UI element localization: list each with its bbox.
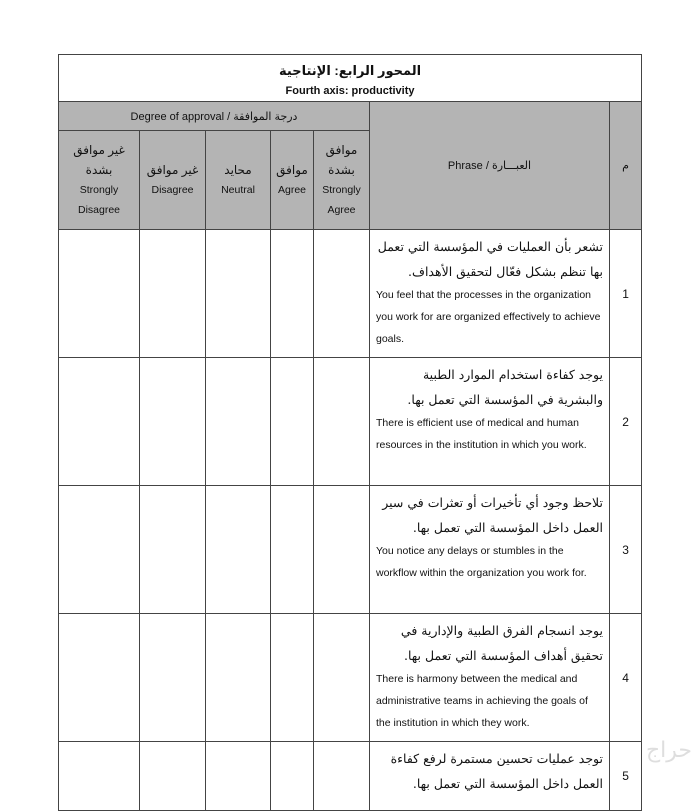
phrase-english: You notice any delays or stumbles in the workflow within the organization you work for. [376,545,587,579]
scale-label-en: Neutral [221,184,255,196]
response-cell-strongly-disagree[interactable] [59,614,140,742]
scale-label-ar: موافق [276,163,308,177]
scale-label-en: Strongly [322,184,361,196]
response-cell-agree[interactable] [271,614,314,742]
phrase-english: You feel that the processes in the organization you work for are organized effectively to achieve goals. [376,289,601,345]
number-header: م [610,102,642,230]
scale-label-en: Agree [277,184,307,196]
response-cell-disagree[interactable] [140,614,206,742]
scale-label-ar: موافق بشدة [325,143,358,177]
scale-label-ar: محايد [224,163,252,177]
response-cell-disagree[interactable] [140,230,206,358]
response-cell-disagree[interactable] [140,742,206,811]
scale-strongly-agree [314,131,370,230]
scale-label-en: Disagree [151,184,194,196]
response-cell-neutral[interactable] [206,230,271,358]
table-row [59,742,642,811]
response-cell-disagree[interactable] [140,358,206,486]
phrase-english: There is harmony between the medical and administrative teams in achieving the goals of the institution in which they work. [376,673,588,729]
response-cell-strongly-agree[interactable] [314,230,370,358]
phrase-arabic: تشعر بأن العمليات في المؤسسة التي تعمل بها تنظم بشكل فعّال لتحقيق الأهداف. [377,239,603,279]
response-cell-agree[interactable] [271,486,314,614]
response-cell-strongly-agree[interactable] [314,742,370,811]
axis-title-english: Fourth axis: productivity [285,85,415,97]
row-number: 5 [610,742,642,811]
phrase-arabic: توجد عمليات تحسين مستمرة لرفع كفاءة العمل داخل المؤسسة التي تعمل بها. [390,751,603,791]
axis-title-cell [59,55,642,102]
table-row [59,230,642,358]
phrase-cell [370,230,610,358]
response-cell-disagree[interactable] [140,486,206,614]
response-cell-strongly-disagree[interactable] [59,742,140,811]
row-number: 2 [610,358,642,486]
response-cell-strongly-agree[interactable] [314,486,370,614]
table-row [59,486,642,614]
response-cell-agree[interactable] [271,358,314,486]
phrase-cell [370,614,610,742]
response-cell-strongly-disagree[interactable] [59,486,140,614]
scale-label-en: Disagree [77,204,121,216]
phrase-cell [370,486,610,614]
response-cell-agree[interactable] [271,742,314,811]
phrase-arabic: يوجد انسجام الفرق الطبية والإدارية في تحقيق أهداف المؤسسة التي تعمل بها. [400,623,603,663]
watermark-logo: حراج [645,738,692,763]
row-number: 1 [610,230,642,358]
scale-label-ar: غير موافق [146,163,199,177]
response-cell-neutral[interactable] [206,742,271,811]
phrase-cell [370,358,610,486]
response-cell-neutral[interactable] [206,614,271,742]
row-number: 3 [610,486,642,614]
phrase-header: Phrase / العبـــارة [370,102,610,230]
survey-table [58,54,642,811]
scale-label-en: Strongly [79,184,119,196]
response-cell-strongly-disagree[interactable] [59,230,140,358]
scale-strongly-disagree [59,131,140,230]
response-cell-neutral[interactable] [206,486,271,614]
scale-label-ar: غير موافق بشدة [73,143,125,177]
scale-agree [271,131,314,230]
axis-title-arabic: المحور الرابع: الإنتاجية [279,63,422,78]
scale-label-en: Agree [327,204,356,216]
table-row [59,358,642,486]
response-cell-strongly-agree[interactable] [314,614,370,742]
phrase-arabic: يوجد كفاءة استخدام الموارد الطبية والبشرية في المؤسسة التي تعمل بها. [407,367,603,407]
response-cell-strongly-agree[interactable] [314,358,370,486]
response-cell-neutral[interactable] [206,358,271,486]
response-cell-strongly-disagree[interactable] [59,358,140,486]
row-number: 4 [610,614,642,742]
phrase-english: There is efficient use of medical and human resources in the institution in which you work. [376,417,587,451]
scale-neutral [206,131,271,230]
scale-disagree [140,131,206,230]
degree-of-approval-header: Degree of approval / درجة الموافقة [59,102,370,131]
response-cell-agree[interactable] [271,230,314,358]
table-row [59,614,642,742]
phrase-arabic: تلاحظ وجود أي تأخيرات أو تعثرات في سير العمل داخل المؤسسة التي تعمل بها. [382,495,603,535]
